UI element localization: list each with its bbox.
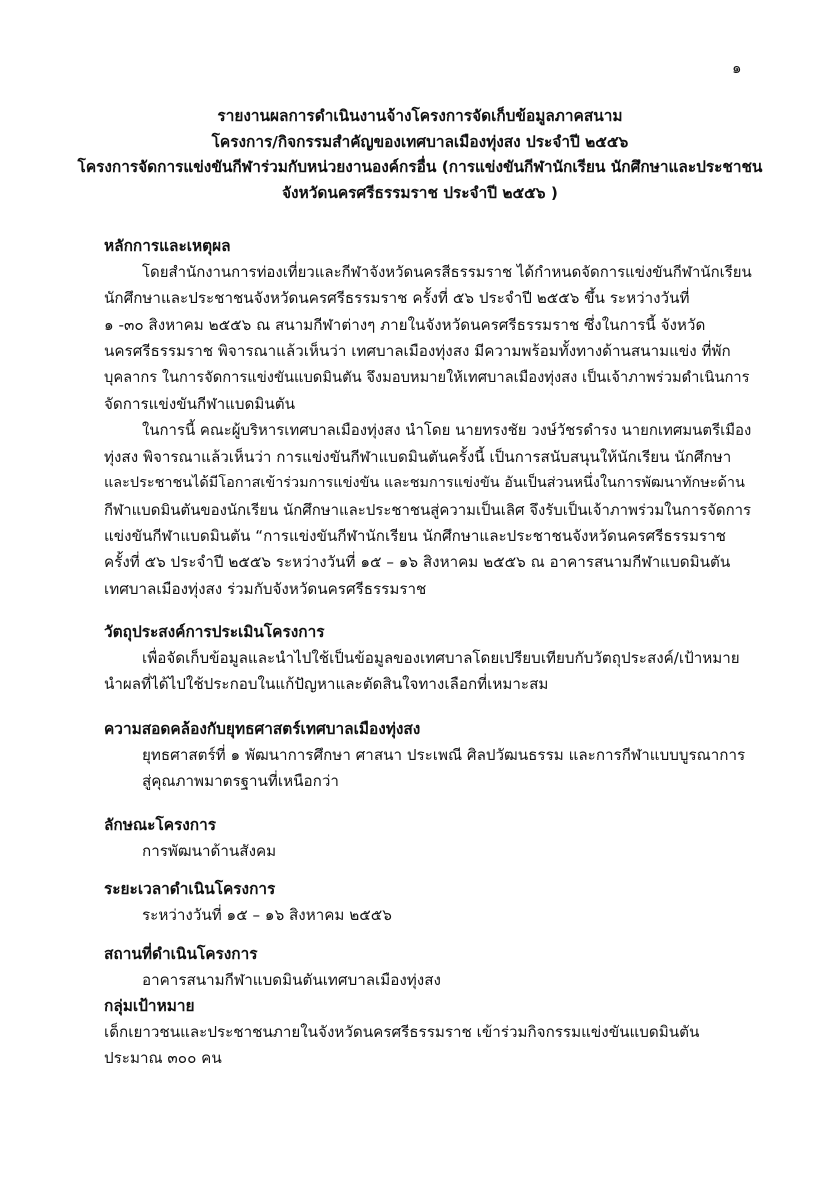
rationale-paragraph-2 — [104, 417, 752, 602]
strategy-line: ยุทธศาสตร์ที่ ๑ พัฒนาการศึกษา ศาสนา ประเพณี ศิลปวัฒนธรรม และการกีฬาแบบบูรณาการ — [142, 746, 746, 764]
duration-heading: ระยะเวลาดำเนินโครงการ — [104, 880, 276, 898]
strategy-line: สู่คุณภาพมาตรฐานที่เหนือกว่า — [142, 772, 339, 791]
rationale-p2-line: และประชาชนได้มีโอกาสเข้าร่วมการแข่งขัน และชมการแข่งขัน อันเป็นส่วนหนึ่งในการพัฒนาทักษะด้าน — [104, 475, 745, 492]
target-line: เด็กเยาวชนและประชาชนภายในจังหวัดนครศรีธรรมราช เข้าร่วมกิจกรรมแข่งขันแบดมินตัน — [104, 1023, 700, 1041]
page-number: ๑ — [732, 59, 742, 77]
objective-heading: วัตถุประสงค์การประเมินโครงการ — [104, 623, 325, 641]
duration-line: ระหว่างวันที่ ๑๕ – ๑๖ สิงหาคม ๒๕๕๖ — [142, 906, 392, 924]
rationale-section — [104, 233, 752, 602]
rationale-p1-line: ๑ -๓๐ สิงหาคม ๒๕๕๖ ณ สนามกีฬาต่างๆ ภายในจังหวัดนครศรีธรรมราช ซึ่งในการนี้ จังหวัด — [104, 315, 706, 334]
target-line: ประมาณ ๓๐๐ คน — [104, 1049, 222, 1068]
nature-section — [104, 812, 752, 864]
venue-heading: สถานที่ดำเนินโครงการ — [104, 945, 258, 963]
rationale-p2-line: ในการนี้ คณะผู้บริหารเทศบาลเมืองทุ่งสง นำโดย นายทรงชัย วงษ์วัชรดำรง นายกเทศมนตรีเมือง — [142, 421, 752, 440]
title-line-3: โครงการจัดการแข่งขันกีฬาร่วมกับหน่วยงานองค์กรอื่น (การแข่งขันกีฬานักเรียน นักศึกษาและประชาชน — [77, 158, 763, 176]
title-line-4: จังหวัดนครศรีธรรมราช ประจำปี ๒๕๕๖ ) — [282, 183, 558, 202]
objective-paragraph — [104, 645, 752, 698]
rationale-p2-line: ทุ่งสง พิจารณาแล้วเห็นว่า การแข่งขันกีฬาแบดมินตันครั้งนี้ เป็นการสนับสนุนให้นักเรียน นักศึกษา — [104, 447, 732, 466]
title-line-1: รายงานผลการดำเนินงานจ้างโครงการจัดเก็บข้อมูลภาคสนาม — [217, 107, 623, 125]
strategy-section — [104, 716, 752, 795]
rationale-p1-line: นักศึกษาและประชาชนจังหวัดนครศรีธรรมราช ครั้งที่ ๕๖ ประจำปี ๒๕๕๖ ขึ้น ระหว่างวันที่ — [104, 289, 690, 308]
venue-section — [104, 941, 752, 993]
objective-line: เพื่อจัดเก็บข้อมูลและนำไปใช้เป็นข้อมูลของเทศบาลโดยเปรียบเทียบกับวัตถุประสงค์/เป้าหมาย — [142, 649, 740, 667]
rationale-p1-line: โดยสำนักงานการท่องเที่ยวและกีฬาจังหวัดนครสีธรรมราช ได้กำหนดจัดการแข่งขันกีฬานักเรียน — [142, 263, 752, 281]
rationale-p2-line: ครั้งที่ ๕๖ ประจำปี ๒๕๕๖ ระหว่างวันที่ ๑๕ – ๑๖ สิงหาคม ๒๕๕๖ ณ อาคารสนามกีฬาแบดมินตัน — [104, 553, 731, 572]
nature-line: การพัฒนาด้านสังคม — [142, 842, 277, 860]
rationale-p1-line: จัดการแข่งขันกีฬาแบดมินตัน — [104, 395, 296, 414]
target-heading: กลุ่มเป้าหมาย — [104, 997, 195, 1015]
duration-section — [104, 876, 752, 928]
strategy-heading: ความสอดคล้องกับยุทธศาสตร์เทศบาลเมืองทุ่งสง — [104, 720, 421, 738]
objective-line: นำผลที่ได้ไปใช้ประกอบในแก้ปัญหาและตัดสินใจทางเลือกที่เหมาะสม — [104, 675, 549, 694]
rationale-paragraph-1 — [104, 259, 752, 417]
strategy-paragraph — [104, 742, 752, 795]
venue-line: อาคารสนามกีฬาแบดมินตันเทศบาลเมืองทุ่งสง — [142, 971, 441, 989]
rationale-p1-line: บุคลากร ในการจัดการแข่งขันแบดมินตัน จึงมอบหมายให้เทศบาลเมืองทุ่งสง เป็นเจ้าภาพร่วมดำเนินการ — [104, 368, 750, 386]
rationale-p2-line: กีฬาแบดมินตันของนักเรียน นักศึกษาและประชาชนสู่ความเป็นเลิศ จึงรับเป็นเจ้าภาพร่วมในการจัดการ — [104, 500, 752, 519]
rationale-p1-line: นครศรีธรรมราช พิจารณาแล้วเห็นว่า เทศบาลเมืองทุ่งสง มีความพร้อมทั้งทางด้านสนามแข่ง ที่พัก — [104, 342, 731, 361]
target-paragraph — [104, 1019, 752, 1072]
nature-heading: ลักษณะโครงการ — [104, 816, 217, 834]
report-title — [77, 104, 763, 206]
venue-text — [104, 967, 752, 993]
rationale-p2-line: แข่งขันกีฬาแบดมินตัน “การแข่งขันกีฬานักเรียน นักศึกษาและประชาชนจังหวัดนครศรีธรรมราช — [104, 527, 726, 546]
rationale-p2-line: เทศบาลเมืองทุ่งสง ร่วมกับจังหวัดนครศรีธรรมราช — [104, 579, 427, 598]
title-line-2: โครงการ/กิจกรรมสำคัญของเทศบาลเมืองทุ่งสง ประจำปี ๒๕๕๖ — [211, 132, 629, 151]
objective-section — [104, 619, 752, 698]
target-section — [104, 993, 752, 1072]
rationale-heading: หลักการและเหตุผล — [104, 237, 231, 255]
nature-text — [104, 838, 752, 864]
duration-text — [104, 902, 752, 928]
